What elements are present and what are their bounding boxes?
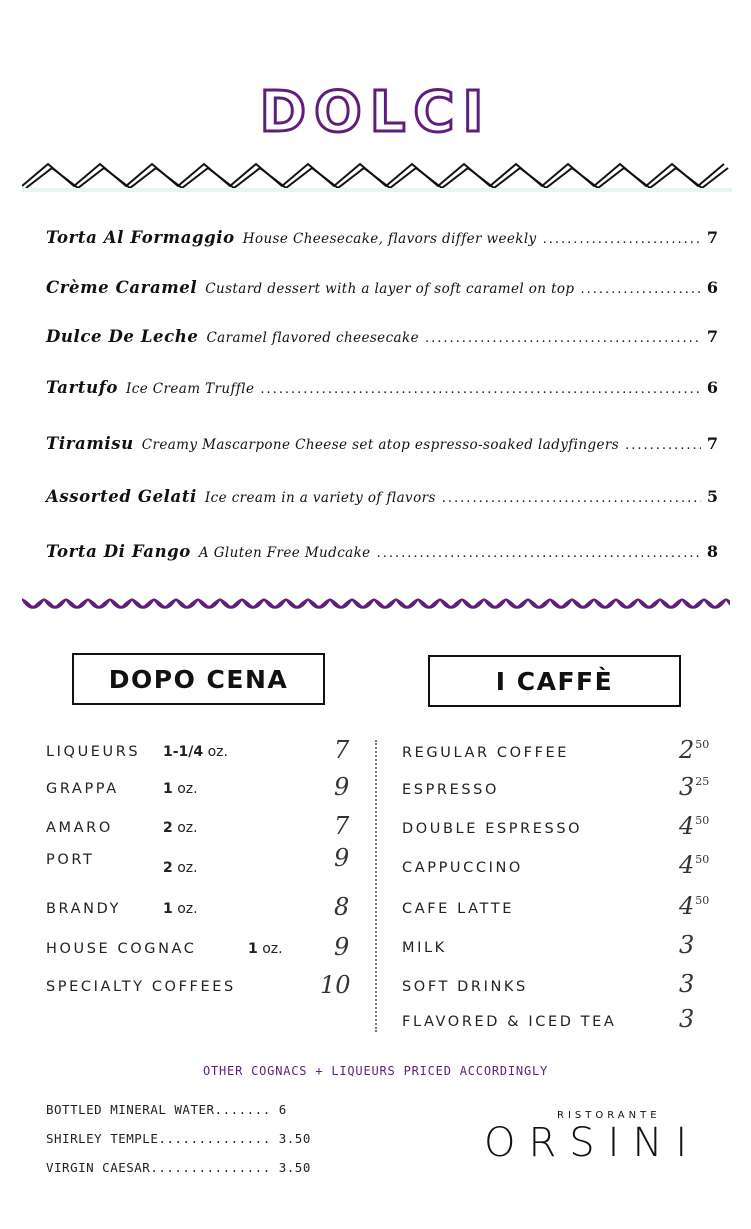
item-name: Assorted Gelati [46,487,197,506]
leader-dots [425,331,701,346]
price-cents: 50 [695,738,710,751]
coffee-price [679,851,709,879]
price-whole: 3 [679,773,695,801]
serving-unit: oz. [207,744,228,760]
item-desc: Custard dessert with a layer of soft caramel on top [205,281,575,297]
price-cents: 50 [695,814,710,827]
item-name: Crème Caramel [46,278,198,297]
drink-name: SPECIALTY COFFEES [46,979,236,995]
coffee-price [679,892,709,920]
leader-dots [260,382,701,397]
item-name: Dulce De Leche [46,327,199,346]
serving-unit: oz. [177,860,198,876]
item-name: Torta Al Formaggio [46,228,235,247]
coffee-name: SOFT DRINKS [402,979,528,995]
leader-dots [543,232,701,247]
drink-serving [163,820,198,836]
serving-qty: 1 [248,941,258,957]
item-price: 8 [706,542,718,561]
drink-price: 9 [334,773,350,801]
dolci-item [46,487,718,506]
serving-unit: oz. [262,941,283,957]
serving-unit: oz. [177,781,198,797]
drink-serving [163,901,198,917]
leader-dots [442,491,701,506]
item-price: 6 [706,278,718,297]
dolci-item [46,542,718,561]
logo-orsini: ORSINI [484,1120,701,1166]
coffee-price [679,812,709,840]
drink-name: PORT [46,852,95,868]
coffee-name: FLAVORED & ICED TEA [402,1014,617,1030]
item-desc: Creamy Mascarpone Cheese set atop espresso-soaked ladyfingers [141,437,620,453]
coffee-price [679,773,709,801]
leader-dots [580,282,700,297]
serving-unit: oz. [177,820,198,836]
section-title-dolci: DOLCI [259,80,492,145]
drink-name: BRANDY [46,901,122,917]
serving-qty: 1 [163,901,173,917]
coffee-name: DOUBLE ESPRESSO [402,821,583,837]
coffee-name: CAPPUCCINO [402,860,523,876]
coffee-price [679,970,694,998]
dolci-item [46,378,718,397]
extra-item: BOTTLED MINERAL WATER....... 6 [46,1102,287,1117]
logo-ristorante: RISTORANTE [557,1110,661,1121]
item-name: Torta Di Fango [46,542,191,561]
drink-name: GRAPPA [46,781,119,797]
dolci-item [46,327,718,346]
item-desc: Ice Cream Truffle [126,381,255,397]
serving-unit: oz. [177,901,198,917]
price-cents: 50 [695,894,710,907]
heading-caffe: I CAFFÈ [428,655,681,707]
braid-divider [22,596,730,612]
item-price: 7 [706,434,718,453]
pricing-note: OTHER COGNACS + LIQUEURS PRICED ACCORDINGLY [202,1064,549,1078]
item-name: Tiramisu [46,434,134,453]
coffee-price [679,931,694,959]
price-whole: 3 [679,1005,695,1033]
leader-dots [625,438,701,453]
drink-name: LIQUEURS [46,744,141,760]
coffee-name: CAFE LATTE [402,901,514,917]
item-desc: Ice cream in a variety of flavors [204,490,436,506]
price-cents: 25 [695,775,710,788]
zigzag-divider [22,160,732,196]
drink-serving [163,860,198,876]
item-price: 7 [706,228,718,247]
item-desc: House Cheesecake, flavors differ weekly [242,231,537,247]
dolci-item [46,278,718,297]
price-whole: 4 [679,812,695,840]
item-price: 5 [706,487,718,506]
coffee-name: ESPRESSO [402,782,499,798]
extra-item: SHIRLEY TEMPLE.............. 3.50 [46,1131,311,1146]
price-whole: 3 [679,970,695,998]
drink-price: 9 [334,933,350,961]
price-whole: 2 [679,736,695,764]
coffee-name: REGULAR COFFEE [402,745,570,761]
item-desc: Caramel flavored cheesecake [206,330,419,346]
price-whole: 4 [679,892,695,920]
coffee-name: MILK [402,940,447,956]
column-divider [375,740,377,1032]
serving-qty: 1-1/4 [163,744,204,760]
price-whole: 3 [679,931,695,959]
serving-qty: 1 [163,781,173,797]
serving-qty: 2 [163,860,173,876]
coffee-price [679,736,709,764]
coffee-price [679,1005,694,1033]
drink-serving [163,744,228,760]
drink-price: 10 [320,971,351,999]
drink-serving [163,781,198,797]
item-name: Tartufo [46,378,119,397]
dolci-item [46,228,718,247]
item-desc: A Gluten Free Mudcake [198,545,371,561]
leader-dots [377,546,701,561]
drink-name: HOUSE COGNAC [46,941,197,957]
drink-price: 8 [334,893,350,921]
drink-price: 9 [334,844,350,872]
item-price: 6 [706,378,718,397]
heading-dopo-cena: DOPO CENA [72,653,325,705]
serving-qty: 2 [163,820,173,836]
item-price: 7 [706,327,718,346]
price-whole: 4 [679,851,695,879]
drink-price: 7 [334,812,350,840]
drink-name: AMARO [46,820,113,836]
price-cents: 50 [695,853,710,866]
extra-item: VIRGIN CAESAR............... 3.50 [46,1160,311,1175]
drink-price: 7 [334,736,350,764]
dolci-item [46,434,718,453]
drink-serving [248,941,283,957]
